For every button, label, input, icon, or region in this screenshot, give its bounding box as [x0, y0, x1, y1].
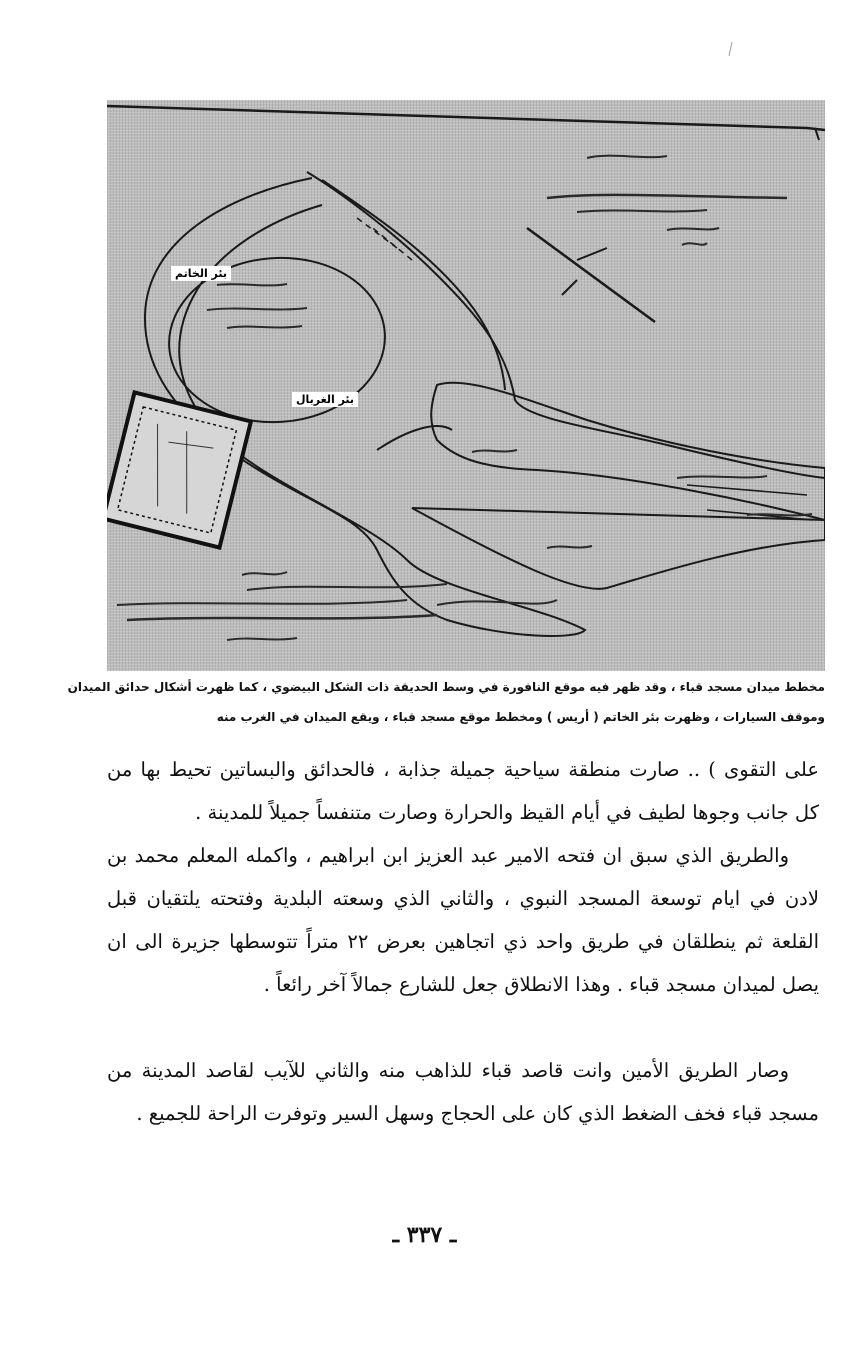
handwritten-notes [117, 156, 812, 640]
scan-mark [729, 42, 733, 56]
label-bir-al-ghurbal: بئر الغربال [292, 392, 358, 407]
page-number: ـ ٣٣٧ ـ [392, 1222, 457, 1248]
figure-caption-line-1: مخطط ميدان مسجد قباء ، وقد ظهر فيه موقع النافورة في وسط الحديقة ذات الشكل البيضوي ، كما ظهرت أشكال حدائق الميدان [67, 680, 825, 694]
paragraph-text: على التقوى ) .. صارت منطقة سياحية جميلة جذابة ، فالحدائق والبساتين تحيط بها من كل جانب وجوها لطيف في أيام القيظ والحرارة وصارت متنفساً جميلاً للمدينة . [107, 758, 819, 824]
paragraph-text: والطريق الذي سبق ان فتحه الامير عبد العزيز ابن ابراهيم ، واكمله المعلم محمد بن لادن في ايام توسعة المسجد النبوي ، والثاني الذي وسعته البلدية وفتحته يلتقيان قبل القلعة ثم ينطلقان في طريق واحد ذي اتجاهين بعرض ٢٢ متراً تتوسطها جزيرة الى ان يصل لميدان مسجد قباء . وهذا الانطلاق جعل للشارع جمالاً آخر رائعاً . [107, 844, 820, 996]
paragraph-text: وصار الطريق الأمين وانت قاصد قباء للذاهب منه والثاني للآيب لقاصد المدينة من مسجد قباء فخف الضغط الذي كان على الحجاج وسهل السير وتوفرت الراحة للجميع . [107, 1059, 819, 1125]
garden-triangle-2 [412, 508, 825, 589]
map-figure [107, 100, 825, 671]
north-line [527, 228, 655, 322]
top-road-line [107, 106, 825, 130]
label-bir-al-khatam: بئر الخاتم [171, 266, 231, 281]
body-paragraph-3 [107, 1049, 819, 1135]
body-paragraph-1 [107, 748, 819, 834]
body-paragraph-2 [107, 834, 819, 1006]
map-drawing [107, 100, 825, 671]
figure-caption-line-2: وموقف السيارات ، وظهرت بئر الخاتم ( أريس ) ومخطط موقع مسجد قباء ، ويقع الميدان في الغرب منه [216, 710, 825, 724]
mosque-plan [107, 392, 251, 547]
